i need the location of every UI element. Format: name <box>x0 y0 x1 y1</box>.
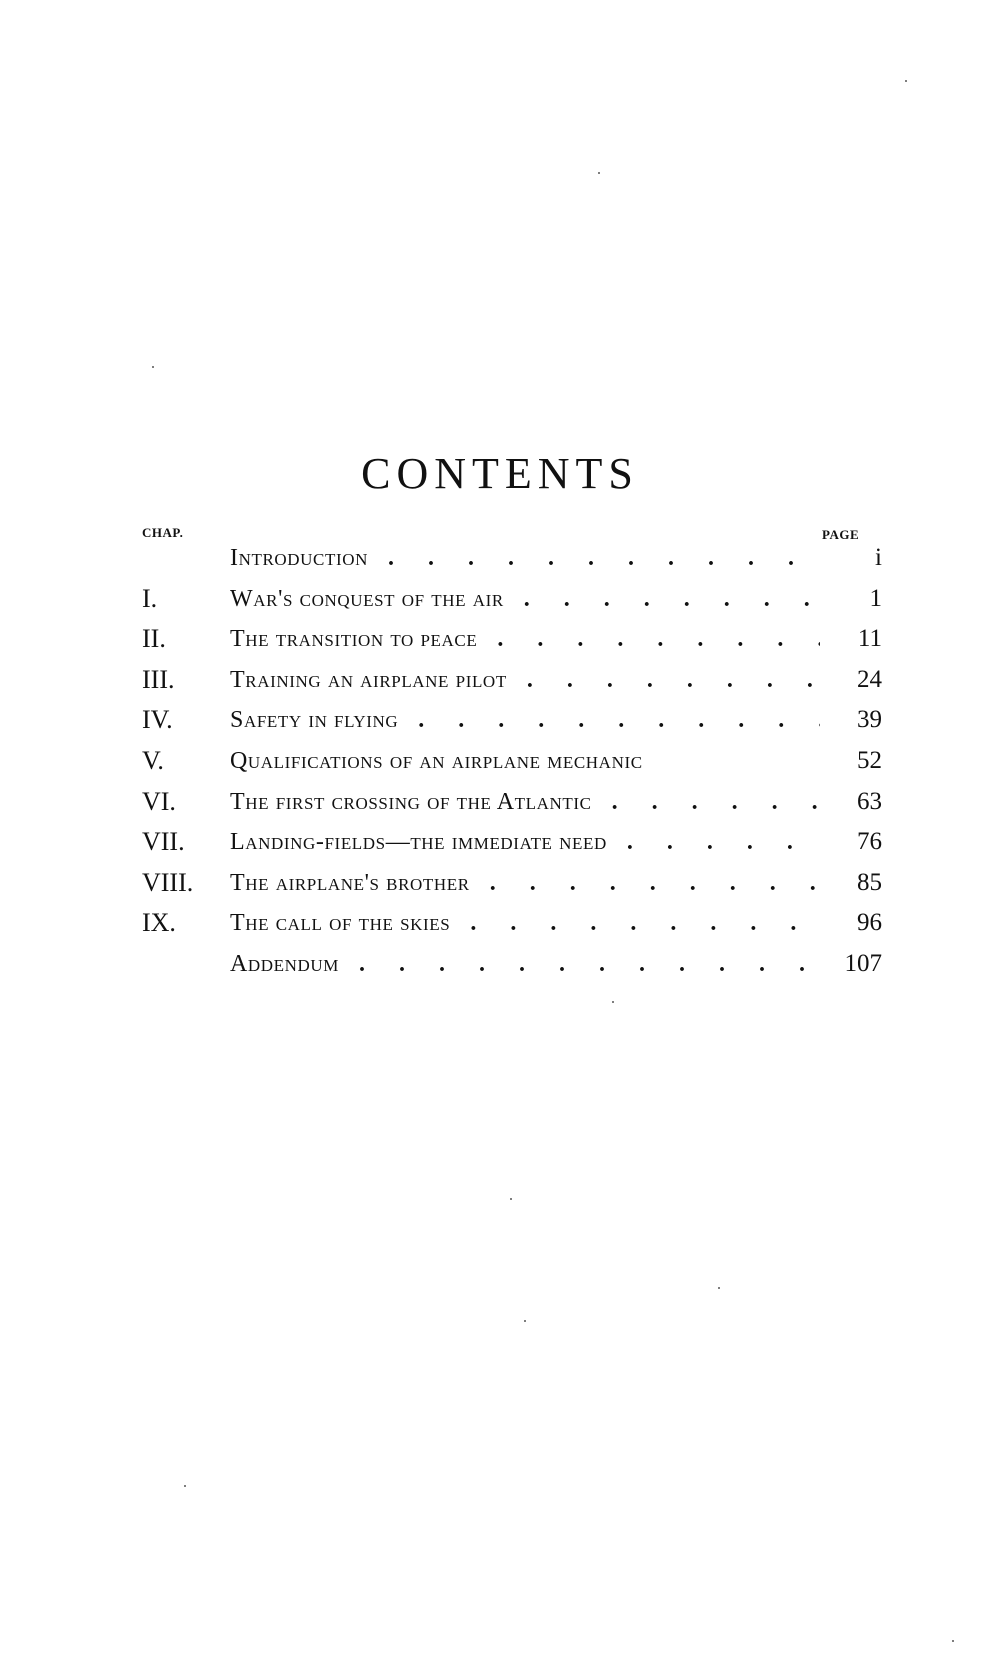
chapter-number: VIII. <box>142 867 194 897</box>
chapter-title: Introduction . . . <box>230 538 820 578</box>
chapter-title: The transition to peace . . . <box>230 619 820 659</box>
chapter-title: The call of the skies . . . <box>230 903 820 943</box>
scan-speck <box>510 1198 512 1200</box>
chapter-title: Qualifications of an airplane mechanic <box>230 747 643 774</box>
scan-speck <box>184 1485 186 1487</box>
page-number: 76 <box>857 828 882 856</box>
chapter-title: Addendum . . . <box>230 944 820 984</box>
page-number: 52 <box>857 746 882 774</box>
scan-speck <box>152 366 154 368</box>
chapter-title: Landing-fields—the immediate need . . . <box>230 822 820 862</box>
toc-entry[interactable] <box>142 538 882 579</box>
toc-entry[interactable] <box>142 741 882 782</box>
toc-entry[interactable] <box>142 579 882 620</box>
page-number: i <box>875 544 882 571</box>
page-number: 63 <box>857 787 882 815</box>
chapter-number: VII. <box>142 827 185 857</box>
chapter-title: War's conquest of the air . . . <box>230 579 820 619</box>
toc-entry[interactable] <box>142 822 882 863</box>
page-number: 1 <box>869 584 882 612</box>
chapter-number: IX. <box>142 908 176 938</box>
toc-entry[interactable] <box>142 782 882 823</box>
chapter-number: II. <box>142 624 166 654</box>
toc-entry[interactable] <box>142 903 882 944</box>
page-number: 96 <box>857 909 882 937</box>
toc-entry[interactable] <box>142 619 882 660</box>
scan-speck <box>612 1001 614 1003</box>
toc-entry[interactable] <box>142 660 882 701</box>
scan-speck <box>905 80 907 82</box>
chapter-number: VI. <box>142 786 176 816</box>
toc-entry[interactable] <box>142 700 882 741</box>
page-column-header: PAGE <box>822 527 860 542</box>
page-title: CONTENTS <box>361 449 639 498</box>
toc-entry[interactable] <box>142 944 882 985</box>
chapter-title: Training an airplane pilot . . . <box>230 660 820 700</box>
page-number: 24 <box>857 665 882 693</box>
chapter-column-header: CHAP. <box>142 525 184 540</box>
scan-speck <box>952 1640 954 1642</box>
page-number: 85 <box>857 868 882 896</box>
scan-speck <box>718 1287 720 1289</box>
chapter-number: III. <box>142 664 175 694</box>
chapter-number: V. <box>142 745 164 775</box>
chapter-title: Safety in flying . . . <box>230 700 820 740</box>
table-of-contents <box>142 538 882 985</box>
chapter-title: The airplane's brother . . . <box>230 863 820 903</box>
chapter-title: The first crossing of the Atlantic . . . <box>230 782 820 822</box>
page-number: 11 <box>857 625 882 653</box>
page-number: 39 <box>857 706 882 734</box>
chapter-number: I. <box>142 583 158 613</box>
scan-speck <box>524 1320 526 1322</box>
toc-entry[interactable] <box>142 863 882 904</box>
chapter-number: IV. <box>142 705 173 735</box>
scan-speck <box>598 172 600 174</box>
page-number: 107 <box>844 949 882 977</box>
